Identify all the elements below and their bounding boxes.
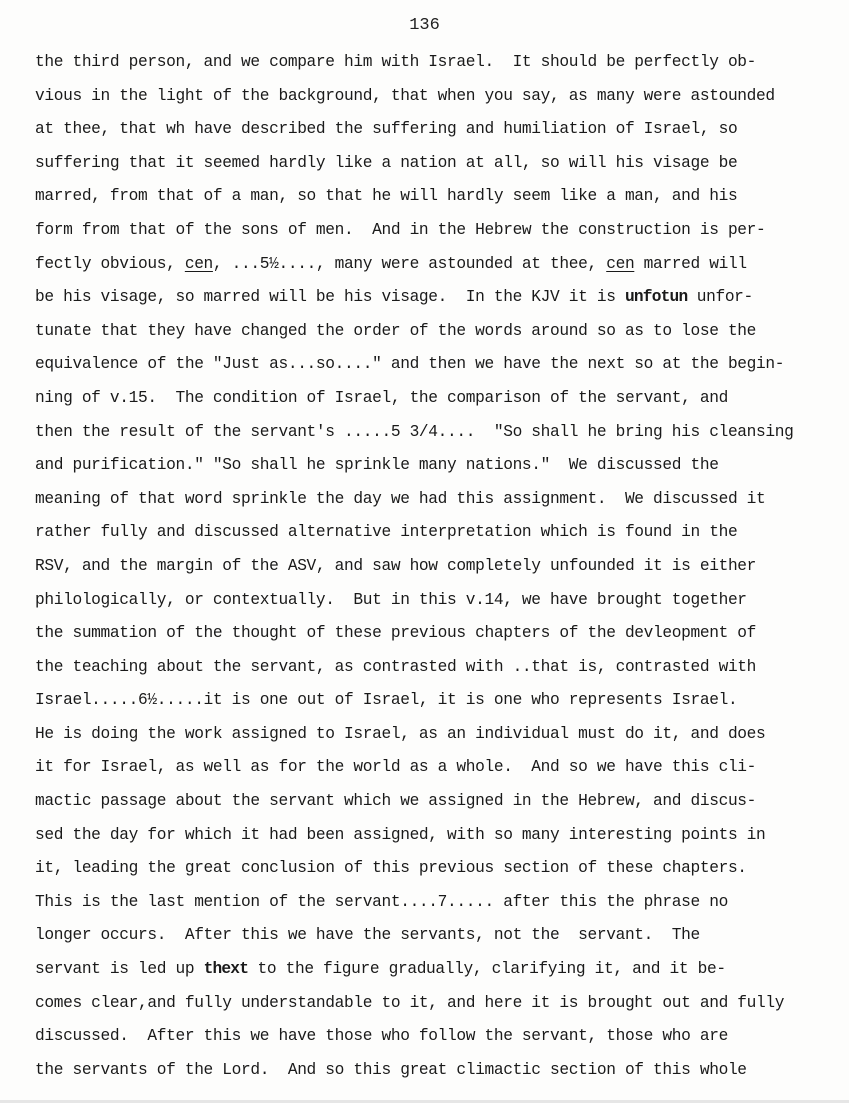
text-line — [35, 248, 849, 282]
text-segment: servant is led up — [35, 960, 204, 979]
text-line: philologically, or contextually. But in this v.14, we have brought together — [35, 590, 747, 609]
page-number: 136 — [409, 16, 440, 35]
text-line: tunate that they have changed the order of the words around so as to lose the — [35, 321, 757, 340]
text-line: vious in the light of the background, that when you say, as many were astounded — [35, 86, 775, 105]
text-line: This is the last mention of the servant....7..... after this the phrase no — [35, 892, 728, 911]
text-line: equivalence of the "Just as...so...." and then we have the next so at the begin- — [35, 355, 785, 374]
text-line: the summation of the thought of these previous chapters of the devleopment of — [35, 624, 757, 643]
text-line: it, leading the great conclusion of this previous section of these chapters. — [35, 859, 747, 878]
underlined-hebrew-word: cen — [606, 254, 635, 273]
text-line: the servants of the Lord. And so this great climactic section of this whole — [35, 1060, 747, 1079]
text-line: sed the day for which it had been assigned, with so many interesting points in — [35, 825, 766, 844]
text-line: ning of v.15. The condition of Israel, the comparison of the servant, and — [35, 388, 728, 407]
text-line: meaning of that word sprinkle the day we had this assignment. We discussed it — [35, 489, 766, 508]
text-segment: be his visage, so marred will be his visage. In the KJV it is — [35, 288, 625, 307]
text-line: marred, from that of a man, so that he will hardly seem like a man, and his — [35, 187, 738, 206]
text-segment: , ...5½...., many were astounded at thee, — [212, 254, 607, 273]
text-line — [35, 281, 849, 315]
struck-over-word: thext — [203, 960, 249, 979]
text-line: the third person, and we compare him with Israel. It should be perfectly ob- — [35, 53, 757, 71]
text-line: mactic passage about the servant which we assigned in the Hebrew, and discus- — [35, 792, 757, 811]
text-segment: fectly obvious, — [35, 254, 185, 273]
text-line: longer occurs. After this we have the servants, not the servant. The — [35, 926, 700, 945]
underlined-hebrew-word: cen — [184, 254, 213, 273]
text-line: rather fully and discussed alternative interpretation which is found in the — [35, 523, 738, 542]
text-segment: to the figure gradually, clarifying it, and it be- — [248, 960, 726, 979]
text-line: Israel.....6½.....it is one out of Israel, it is one who represents Israel. — [35, 691, 738, 710]
text-line: the teaching about the servant, as contrasted with ..that is, contrasted with — [35, 657, 757, 676]
text-line: at thee, that wh have described the suffering and humiliation of Israel, so — [35, 120, 738, 139]
text-line: then the result of the servant's .....5 3/4.... "So shall he bring his cleansing — [35, 422, 794, 441]
text-line: comes clear,and fully understandable to it, and here it is brought out and fully — [35, 993, 785, 1012]
struck-over-word: unfotun — [624, 288, 688, 307]
text-line: suffering that it seemed hardly like a nation at all, so will his visage be — [35, 153, 738, 172]
text-line: He is doing the work assigned to Israel, as an individual must do it, and does — [35, 724, 766, 743]
text-segment: unfor- — [687, 288, 753, 307]
body-text — [35, 46, 849, 1087]
text-line — [35, 953, 849, 987]
text-line: it for Israel, as well as for the world as a whole. And so we have this cli- — [35, 758, 757, 777]
text-line: and purification." "So shall he sprinkle many nations." We discussed the — [35, 456, 719, 475]
text-line: discussed. After this we have those who follow the servant, those who are — [35, 1027, 728, 1046]
text-segment: marred will — [634, 254, 747, 273]
text-line: form from that of the sons of men. And in the Hebrew the construction is per- — [35, 220, 766, 239]
text-line: RSV, and the margin of the ASV, and saw how completely unfounded it is either — [35, 556, 757, 575]
